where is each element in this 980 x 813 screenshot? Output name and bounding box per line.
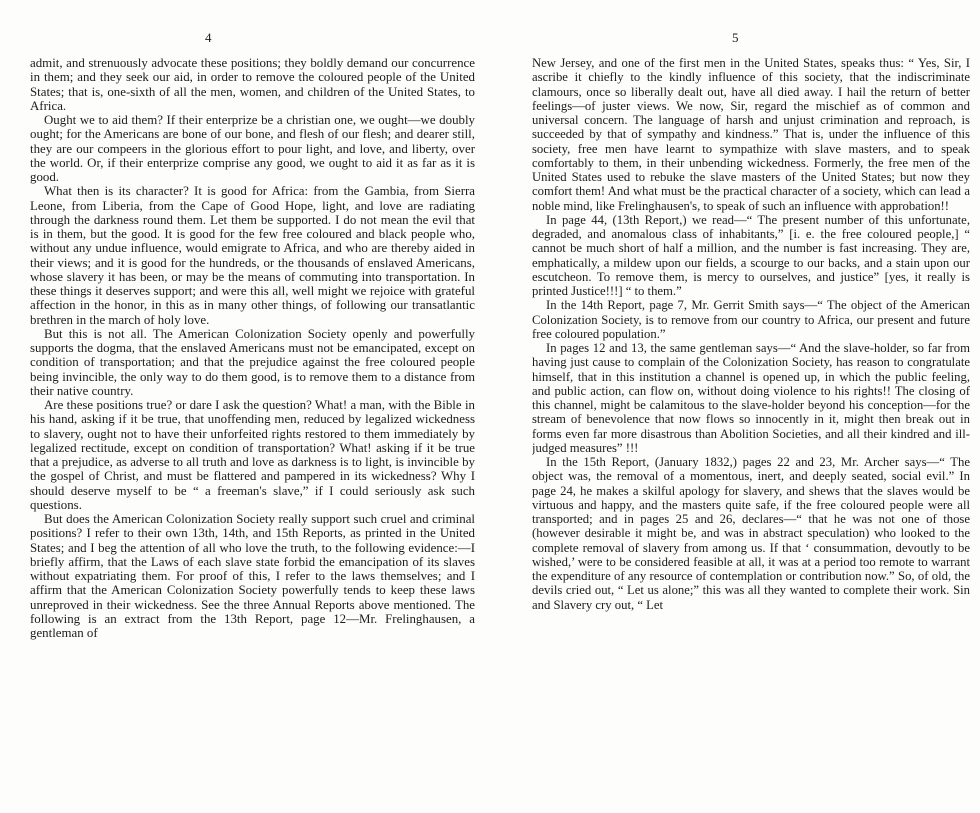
page-body — [30, 56, 475, 640]
paragraph: But does the American Colonization Society really support such cruel and criminal positions? I refer to their own 13th, 14th, and 15th Reports, as printed in the United States; and I beg the attention of all who love the truth, to the following evidence:—I briefly affirm, that the Laws of each slave state forbid the emancipation of its slaves without expatriating them. For proof of this, I refer to the laws themselves; and I affirm that the American Colonization Society powerfully tends to keep these laws unreproved in their wickedness. See the three Annual Reports above mentioned. The following is an extract from the 13th Report, page 12—Mr. Frelinghausen, a gentleman of — [30, 512, 475, 640]
right-page — [532, 30, 970, 800]
paragraph: In the 14th Report, page 7, Mr. Gerrit Smith says—“ The object of the American Colonization Society, is to remove from our country to Africa, our present and future free coloured population.” — [532, 298, 970, 341]
paragraph: In page 44, (13th Report,) we read—“ The present number of this unfortunate, degraded, and anomalous class of inhabitants,” [i. e. the free coloured people,] “ cannot be much short of half a million, and the number is fast increasing. They are, emphatically, a mildew upon our fields, a scourge to our backs, and a stain upon our escutcheon. To remove them, is mercy to ourselves, and justice” [yes, it really is printed Justice!!!] “ to them.” — [532, 212, 970, 298]
paragraph: In pages 12 and 13, the same gentleman says—“ And the slave-holder, so far from having just cause to complain of the Colonization Society, has reason to congratulate himself, that in this institution a channel is opened up, in which the public feeling, and public action, can flow on, without doing violence to his rights!! The closing of this channel, might be calamitous to the slave-holder beyond his conception—for the stream of benevolence that now flows so innocently in it, might then break out in forms even far more disastrous than Abolition Societies, and all their kindred and ill-judged measures” !!! — [532, 341, 970, 455]
paragraph: Are these positions true? or dare I ask the question? What! a man, with the Bible in his hand, asking if it be true, that unoffending men, reduced by legalized wickedness to slavery, ought not to have their unforfeited rights restored to them immediately by legalized rectitude, except on condition of transportation? What! asking if it be true that a prejudice, as adverse to all truth and love as darkness is to light, is invincible by the gospel of Christ, and must be flattered and pampered in its wickedness? Why I should deserve myself to be “ a freeman's slave,” if I could seriously ask such questions. — [30, 398, 475, 512]
left-page — [30, 30, 475, 800]
paragraph: What then is its character? It is good for Africa: from the Gambia, from Sierra Leone, from Liberia, from the Cape of Good Hope, light, and love are radiating through the darkness round them. Let them be supported. I do not mean the evil that is in them, but the good. It is good for the few free coloured and black people who, without any undue influence, would emigrate to Africa, and who are thereby aided in their views; and it is good for the hundreds, or the thousands of enslaved Americans, whose slavery it has been, or may be the means of commuting into transportation. In these things it deserves support; and were this all, well might we rejoice with grateful affection in the honor, in this as in many other things, of following our transatlantic brethren in the march of holy love. — [30, 184, 475, 327]
page-body — [532, 56, 970, 612]
paragraph: admit, and strenuously advocate these positions; they boldly demand our concurrence in them; and they seek our aid, in order to remove the coloured people of the United States; that is, one-sixth of all the men, women, and children of the United States, to Africa. — [30, 56, 475, 113]
paragraph: Ought we to aid them? If their enterprize be a christian one, we ought—we doubly ought; for the Americans are bone of our bone, and flesh of our flesh; and dearer still, they are our compeers in the glorious effort to pour light, and love, and liberty, over the world. Or, if their enterprize comprise any good, we ought to aid it as far as it is good. — [30, 113, 475, 184]
page-number: 4 — [205, 30, 212, 45]
paragraph: New Jersey, and one of the first men in the United States, speaks thus: “ Yes, Sir, I ascribe it chiefly to the kindly influence of this society, that the indiscriminate clamours, once so liberally dealt out, have all died away. I hail the return of better feelings—of juster views. We now, Sir, regard the mischief as of common and universal concern. The language of harsh and unjust crimination and reproach, is succeeded by that of sympathy and kindness.” That is, under the influence of this society, free men have learnt to sympathize with slave masters, and to speak comfortably to them, in their unbending wickedness. Formerly, the free men of the United States used to rebuke the slave masters of the United States; but now they comfort them! And what must be the practical character of a society, which can lead a noble mind, like Frelinghausen's, to speak of such an influence with approbation!! — [532, 56, 970, 213]
paragraph: But this is not all. The American Colonization Society openly and powerfully supports the dogma, that the enslaved Americans must not be emancipated, except on condition of transportation; and that the prejudice against the free coloured people being invincible, the only way to do them good, is to remove them to a distance from their native country. — [30, 326, 475, 398]
page-number: 5 — [732, 30, 739, 45]
paragraph: In the 15th Report, (January 1832,) pages 22 and 23, Mr. Archer says—“ The object was, the removal of a momentous, inert, and deeply seated, social evil.” In page 24, he makes a skilful apology for slavery, and shews that the slaves would be virtuous and happy, and the masters quite safe, if the free coloured people were all transported; and in pages 25 and 26, declares—“ that he was not one of those (however desirable it might be, and was in abstract speculation) who looked to the complete removal of slavery from among us. If that ‘ consummation, devoutly to be wished,’ were to be considered feasible at all, it was at a period too remote to warrant the expenditure of any resource of contemplation or contribution now.” So, of old, the devils cried out, “ Let us alone;” this was all they wanted to complete their work. Sin and Slavery cry out, “ Let — [532, 455, 970, 612]
